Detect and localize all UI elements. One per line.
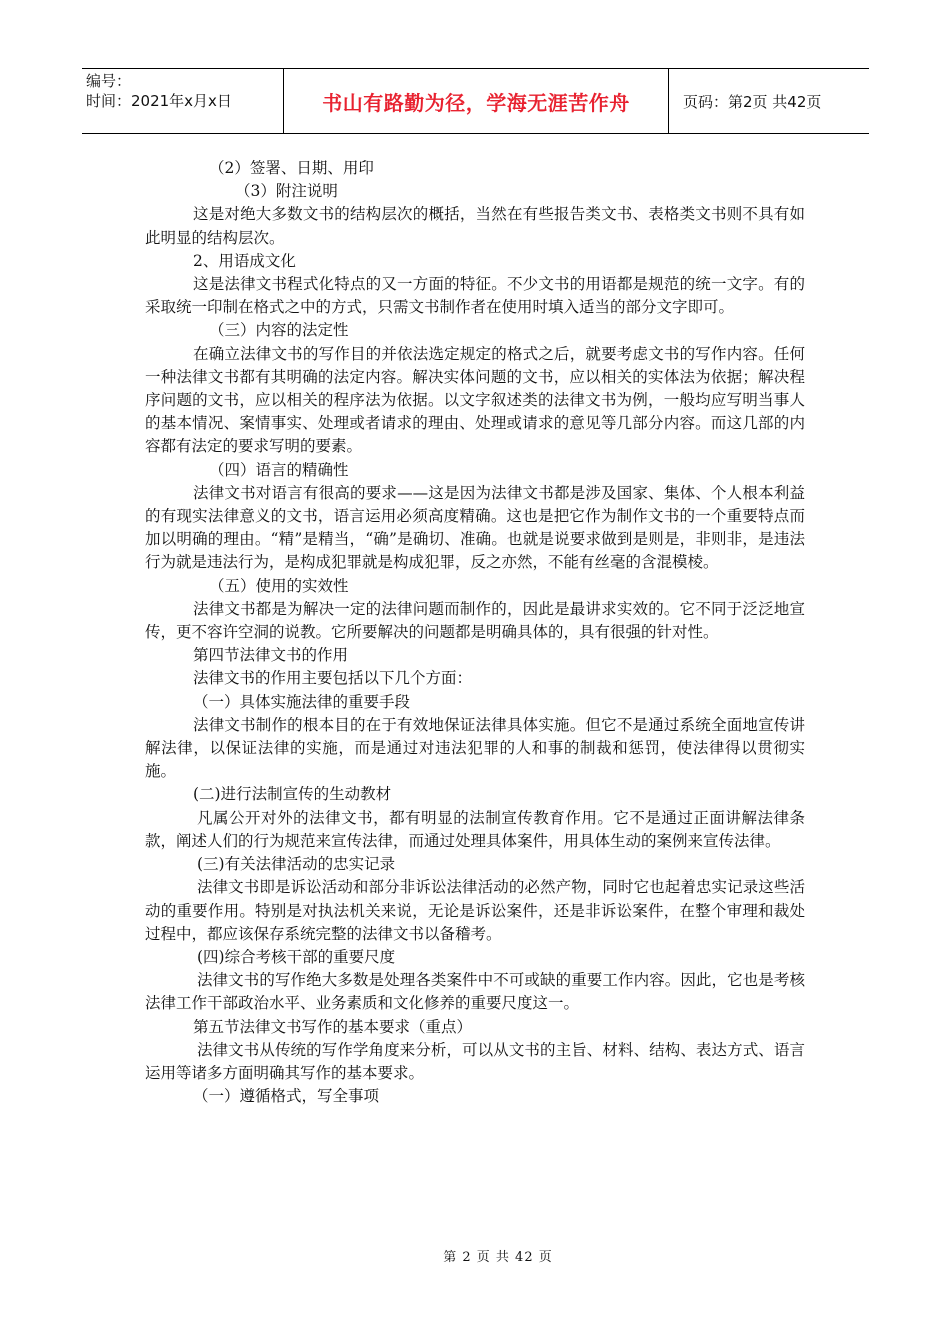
paragraph: 法律文书制作的根本目的在于有效地保证法律具体实施。但它不是通过系统全面地宣传讲解法律，以保证法律的实施，而是通过对违法犯罪的人和事的制裁和惩罚，使法律得以贯彻实施。 xyxy=(145,715,805,781)
paragraph: 第五节法律文书写作的基本要求（重点） xyxy=(193,1017,473,1036)
date-label: 时间：2021年x月x日 xyxy=(86,92,232,110)
paragraph: 这是法律文书程式化特点的又一方面的特征。不少文书的用语都是规范的统一文字。有的采取统一印制在格式之中的方式，只需文书制作者在使用时填入适当的部分文字即可。 xyxy=(145,275,805,317)
paragraph: （四）语言的精确性 xyxy=(209,460,349,479)
header-motto: 书山有路勤为径，学海无涯苦作舟 xyxy=(284,69,669,133)
paragraph: （2）签署、日期、用印 xyxy=(209,159,374,177)
paragraph: 法律文书对语言有很高的要求——这是因为法律文书都是涉及国家、集体、个人根本利益的有现实法律意义的文书，语言运用必须高度精确。这也是把它作为制作文书的一个重要特点而加以明确的理由。“精”是精当，“确”是确切、准确。也就是说要求做到是则是，非则非，是违法行为就是违法行为，是构成犯罪就是构成犯罪，反之亦然，不能有丝毫的含混模棱。 xyxy=(145,483,805,572)
paragraph: 法律文书从传统的写作学角度来分析，可以从文书的主旨、材料、结构、表达方式、语言运用等诸多方面明确其写作的基本要求。 xyxy=(145,1040,805,1082)
paragraph: （五）使用的实效性 xyxy=(209,576,349,595)
footer-page-number: 第 2 页 共 42 页 xyxy=(443,1250,553,1265)
paragraph: 这是对绝大多数文书的结构层次的概括，当然在有些报告类文书、表格类文书则不具有如此明显的结构层次。 xyxy=(145,205,805,247)
serial-label: 编号： xyxy=(86,72,132,90)
paragraph: 法律文书的写作绝大多数是处理各类案件中不可或缺的重要工作内容。因此，它也是考核法律工作干部政治水平、业务素质和文化修养的重要尺度这一。 xyxy=(145,971,805,1013)
paragraph: 法律文书都是为解决一定的法律问题而制作的，因此是最讲求实效的。它不同于泛泛地宣传，更不容许空洞的说教。它所要解决的问题都是明确具体的，具有很强的针对性。 xyxy=(145,599,805,642)
page-header xyxy=(82,68,869,134)
page-footer xyxy=(0,1246,950,1265)
paragraph: （一）具体实施法律的重要手段 xyxy=(193,692,411,711)
paragraph: 在确立法律文书的写作目的并依法选定规定的格式之后，就要考虑文书的写作内容。任何一种法律文书都有其明确的法定内容。解决实体问题的文书，应以相关的实体法为依据；解决程序问题的文书，应以相关的程序法为依据。以文字叙述类的法律文书为例，一般均应写明当事人的基本情况、案情事实、处理或者请求的理由、处理或请求的意见等几部分内容。而这几部的内容都有法定的要求写明的要素。 xyxy=(145,344,805,456)
paragraph: 法律文书即是诉讼活动和部分非诉讼法律活动的必然产物，同时它也起着忠实记录这些活动的重要作用。特别是对执法机关来说，无论是诉讼案件，还是非诉讼案件，在整个审理和裁处过程中，都应该保存系统完整的法律文书以备稽考。 xyxy=(145,878,805,943)
paragraph: (三)有关法律活动的忠实记录 xyxy=(197,855,396,874)
header-meta xyxy=(82,69,284,133)
paragraph: (四)综合考核干部的重要尺度 xyxy=(197,947,396,966)
paragraph: 第四节法律文书的作用 xyxy=(193,646,349,665)
paragraph: （三）内容的法定性 xyxy=(209,321,349,340)
paragraph: 凡属公开对外的法律文书，都有明显的法制宣传教育作用。它不是通过正面讲解法律条款，阐述人们的行为规范来宣传法律，而通过处理具体案件，用具体生动的案例来宣传法律。 xyxy=(145,808,805,850)
paragraph: （一）遵循格式，写全事项 xyxy=(193,1087,380,1106)
paragraph: （3）附注说明 xyxy=(235,182,338,201)
paragraph: 法律文书的作用主要包括以下几个方面： xyxy=(193,669,473,688)
document-body xyxy=(145,157,805,1108)
paragraph: 2、用语成文化 xyxy=(193,251,296,270)
header-page-info: 页码：第2页 共42页 xyxy=(683,92,822,111)
paragraph: (二)进行法制宣传的生动教材 xyxy=(193,785,392,804)
